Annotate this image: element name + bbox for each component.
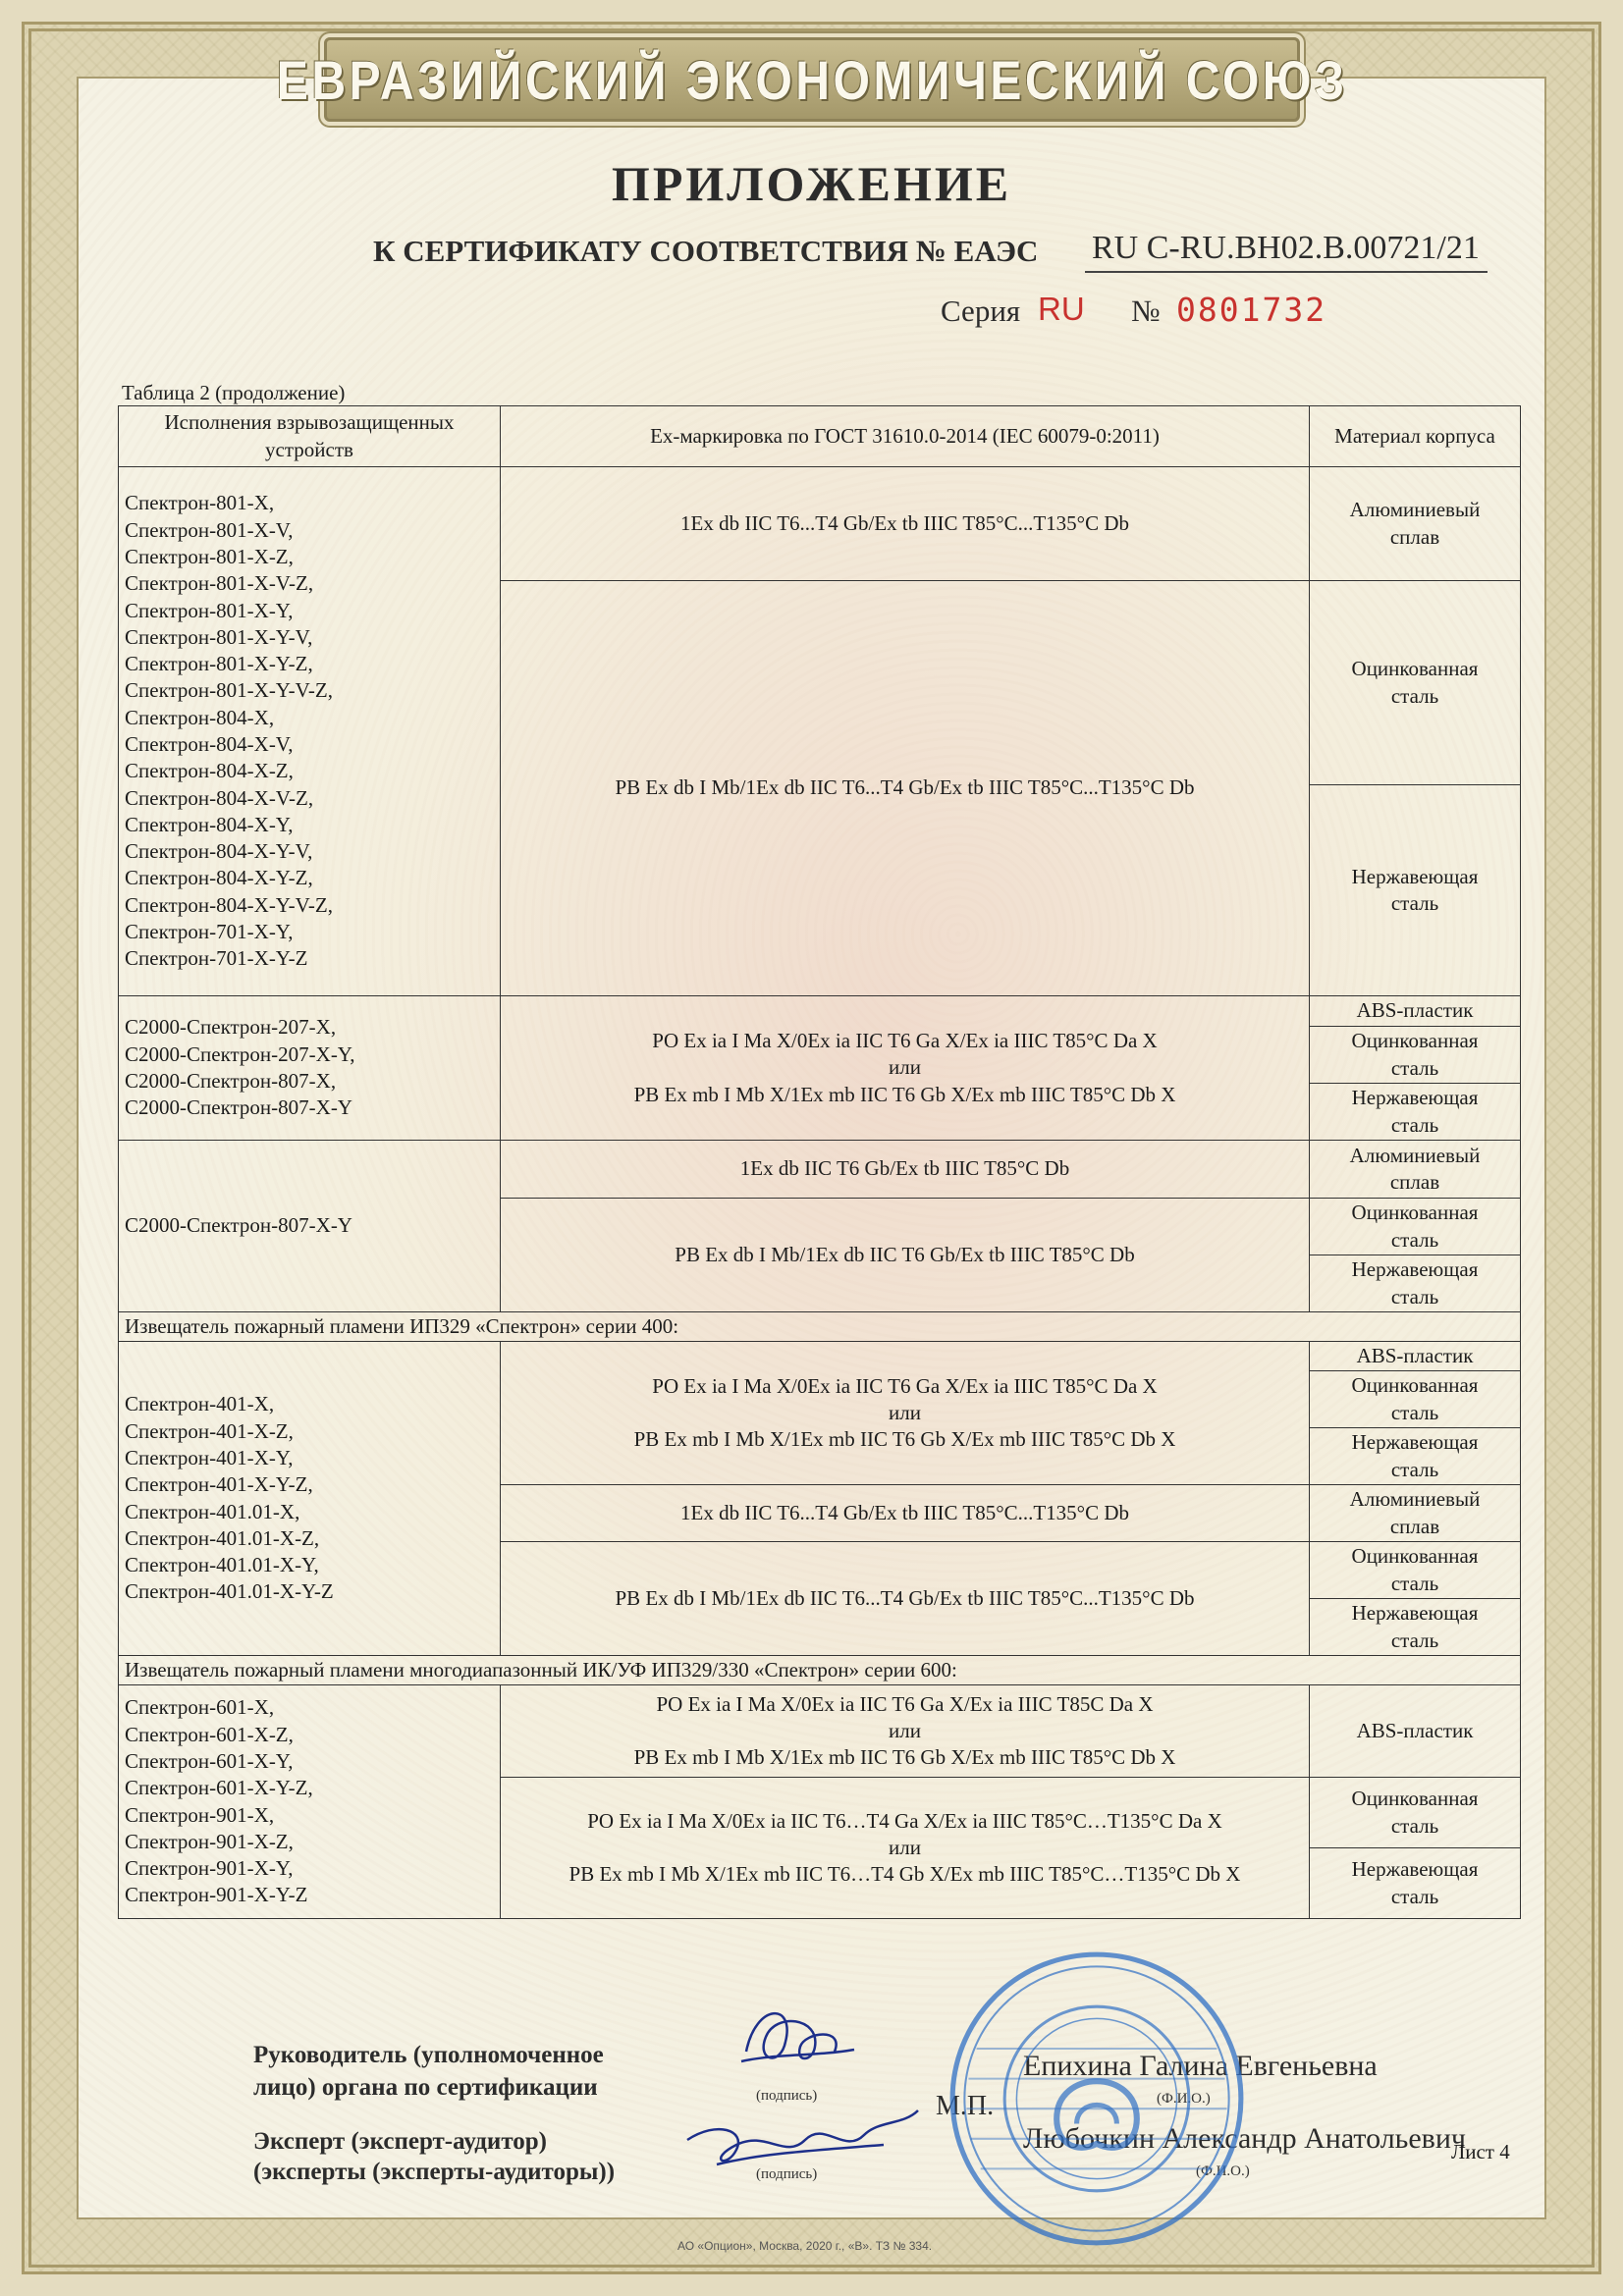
marking-cell <box>501 1685 1310 1778</box>
material-cell <box>1310 581 1521 785</box>
marking-text: PB Ex mb I Mb X/1Ex mb IIC T6 Gb X/Ex mb IIIC T85°C Db X <box>633 1745 1176 1770</box>
header-banner <box>276 37 1348 122</box>
material-text: Нержавеющая <box>1351 1430 1479 1455</box>
table-row <box>119 1685 1521 1778</box>
material-cell <box>1310 1778 1521 1848</box>
material-text: Нержавеющая <box>1351 864 1479 888</box>
material-cell <box>1310 1599 1521 1656</box>
material-text: сталь <box>1390 1628 1439 1652</box>
marking-text: или <box>889 1400 921 1424</box>
marking-text: PB Ex mb I Mb X/1Ex mb IIC T6 Gb X/Ex mb IIIC T85°C Db X <box>633 1082 1176 1106</box>
marking-cell: 1Ex db IIC T6...T4 Gb/Ex tb IIIC T85°C...T135°C Db <box>501 467 1310 581</box>
signature-caption-head: (подпись) <box>756 2088 818 2104</box>
certificate-number: RU C-RU.BH02.B.00721/21 <box>1092 230 1480 266</box>
marking-cell: PB Ex db I Mb/1Ex db IIC T6 Gb/Ex tb IIIC T85°C Db <box>501 1199 1310 1312</box>
material-cell: ABS-пластик <box>1310 1342 1521 1371</box>
device-item: Спектрон-801-X-Y-Z, <box>125 652 313 676</box>
device-item: Спектрон-901-X, <box>125 1802 275 1827</box>
certificate-number-underline <box>1085 271 1488 273</box>
material-cell <box>1310 1199 1521 1255</box>
marking-text: PO Ex ia I Ma X/0Ex ia IIC T6…T4 Ga X/Ex ia IIIC T85°C…T135°C Da X <box>587 1808 1222 1833</box>
material-text: Нержавеющая <box>1351 1257 1479 1282</box>
device-item: Спектрон-804-X-V-Z, <box>125 785 314 810</box>
marking-cell: 1Ex db IIC T6 Gb/Ex tb IIIC T85°C Db <box>501 1141 1310 1199</box>
material-text: Нержавеющая <box>1351 1601 1479 1626</box>
marking-cell: PB Ex db I Mb/1Ex db IIC T6...T4 Gb/Ex tb IIIC T85°C...T135°C Db <box>501 1542 1310 1656</box>
banner-text: ЕВРАЗИЙСКИЙ ЭКОНОМИЧЕСКИЙ СОЮЗ <box>276 48 1348 111</box>
device-item: Спектрон-801-X, <box>125 491 275 515</box>
material-cell: ABS-пластик <box>1310 996 1521 1027</box>
material-text: Нержавеющая <box>1351 1086 1479 1110</box>
device-item: Спектрон-804-X-V, <box>125 732 294 756</box>
marking-text: PB Ex mb I Mb X/1Ex mb IIC T6 Gb X/Ex mb IIIC T85°C Db X <box>633 1427 1176 1452</box>
device-item: Спектрон-401-X-Y-Z, <box>125 1472 313 1497</box>
material-cell <box>1310 1084 1521 1141</box>
device-item: С2000-Спектрон-807-X-Y <box>125 1095 352 1120</box>
material-cell <box>1310 1848 1521 1919</box>
material-cell <box>1310 785 1521 996</box>
certificate-table <box>118 405 1521 1919</box>
material-text: сталь <box>1390 891 1439 915</box>
marking-text: PO Ex ia I Ma X/0Ex ia IIC T6 Ga X/Ex ia IIIC T85C Da X <box>656 1691 1154 1716</box>
head-name: Епихина Галина Евгеньевна <box>1023 2050 1378 2082</box>
device-item: Спектрон-401.01-X-Z, <box>125 1525 320 1550</box>
material-cell <box>1310 467 1521 581</box>
device-item: Спектрон-401.01-X-Y-Z <box>125 1579 334 1604</box>
marking-text: или <box>889 1055 921 1080</box>
form-number: 0801732 <box>1176 291 1327 329</box>
marking-text: PO Ex ia I Ma X/0Ex ia IIC T6 Ga X/Ex ia IIIC T85°C Da X <box>652 1029 1158 1053</box>
material-text: сталь <box>1390 683 1439 708</box>
marking-cell <box>501 1778 1310 1919</box>
head-label-line1: Руководитель (уполномоченное <box>253 2042 604 2068</box>
marking-cell <box>501 996 1310 1141</box>
expert-label-line2: (эксперты (эксперты-аудиторы)) <box>253 2159 616 2185</box>
devices-cell <box>119 996 501 1141</box>
device-item: С2000-Спектрон-207-X, <box>125 1015 337 1040</box>
device-item: Спектрон-804-X-Z, <box>125 759 294 783</box>
head-signature <box>727 1993 864 2081</box>
subtitle: К СЕРТИФИКАТУ СООТВЕТСТВИЯ № ЕАЭС <box>373 234 1039 268</box>
fio-caption-expert: (Ф.И.О.) <box>1196 2163 1250 2179</box>
material-text: сталь <box>1390 1227 1439 1252</box>
devices-cell: С2000-Спектрон-807-X-Y <box>119 1141 501 1312</box>
table-row <box>119 467 1521 581</box>
device-item: Спектрон-601-X-Y-Z, <box>125 1776 313 1800</box>
material-cell <box>1310 1485 1521 1542</box>
material-text: Алюминиевый <box>1349 498 1481 522</box>
page-title: ПРИЛОЖЕНИЕ <box>611 156 1012 211</box>
material-text: сталь <box>1390 1055 1439 1080</box>
series-value: RU <box>1038 291 1085 327</box>
material-text: Оцинкованная <box>1351 1201 1479 1225</box>
marking-cell: PB Ex db I Mb/1Ex db IIC T6...T4 Gb/Ex tb IIIC T85°C...T135°C Db <box>501 581 1310 996</box>
device-item: Спектрон-901-X-Y, <box>125 1856 294 1881</box>
material-cell <box>1310 1371 1521 1428</box>
device-item: Спектрон-804-X-Y, <box>125 812 294 836</box>
device-item: Спектрон-401-X-Y, <box>125 1445 294 1469</box>
header-devices: Исполнения взрывозащищенных устройств <box>119 406 501 467</box>
section-title-400: Извещатель пожарный пламени ИП329 «Спектрон» серии 400: <box>119 1312 1521 1342</box>
device-item: Спектрон-601-X-Y, <box>125 1748 294 1773</box>
material-text: сталь <box>1390 1457 1439 1481</box>
device-item: Спектрон-801-X-Y, <box>125 598 294 622</box>
marking-cell: 1Ex db IIC T6...T4 Gb/Ex tb IIIC T85°C...T135°C Db <box>501 1485 1310 1542</box>
table-header-row <box>119 406 1521 467</box>
material-text: Оцинкованная <box>1351 1787 1479 1811</box>
material-cell <box>1310 1027 1521 1084</box>
material-text: сталь <box>1390 1571 1439 1595</box>
marking-text: PB Ex mb I Mb X/1Ex mb IIC T6…T4 Gb X/Ex mb IIIC T85°C…T135°C Db X <box>568 1862 1241 1887</box>
material-cell <box>1310 1255 1521 1312</box>
marking-cell <box>501 1342 1310 1485</box>
expert-label-line1: Эксперт (эксперт-аудитор) <box>253 2128 548 2155</box>
device-item: Спектрон-804-X-Y-V, <box>125 839 313 864</box>
material-text: Оцинкованная <box>1351 1029 1479 1053</box>
material-cell <box>1310 1141 1521 1199</box>
device-item: Спектрон-601-X, <box>125 1695 275 1720</box>
material-cell <box>1310 1542 1521 1599</box>
device-item: Спектрон-804-X-Y-Z, <box>125 866 313 890</box>
device-item: Спектрон-701-X-Y, <box>125 920 294 944</box>
stamp-place-label: М.П. <box>936 2091 995 2121</box>
material-text: сталь <box>1390 1884 1439 1908</box>
marking-text: или <box>889 1835 921 1859</box>
material-cell: ABS-пластик <box>1310 1685 1521 1778</box>
device-item: Спектрон-901-X-Y-Z <box>125 1883 308 1907</box>
device-item: Спектрон-601-X-Z, <box>125 1722 294 1746</box>
material-text: сплав <box>1389 1170 1440 1194</box>
device-item: Спектрон-401-X-Z, <box>125 1418 294 1443</box>
material-text: сплав <box>1389 1514 1440 1538</box>
table-caption: Таблица 2 (продолжение) <box>122 381 346 404</box>
table-row <box>119 1342 1521 1371</box>
material-text: сталь <box>1390 1813 1439 1838</box>
signature-caption-expert: (подпись) <box>756 2166 818 2182</box>
device-item: Спектрон-801-X-V, <box>125 517 294 542</box>
fio-caption-head: (Ф.И.О.) <box>1157 2091 1211 2107</box>
device-item: Спектрон-801-X-Y-V, <box>125 624 313 649</box>
table-row <box>119 996 1521 1027</box>
device-item: Спектрон-401-X, <box>125 1392 275 1416</box>
material-text: Оцинкованная <box>1351 657 1479 681</box>
devices-cell <box>119 467 501 996</box>
device-item: С2000-Спектрон-207-X-Y, <box>125 1041 355 1066</box>
material-text: сталь <box>1390 1112 1439 1137</box>
series-label: Серия <box>941 294 1021 328</box>
device-item: Спектрон-801-X-Y-V-Z, <box>125 678 333 703</box>
material-text: сталь <box>1390 1400 1439 1424</box>
section-row <box>119 1656 1521 1685</box>
header-marking: Ex-маркировка по ГОСТ 31610.0-2014 (IEC 60079-0:2011) <box>501 406 1310 467</box>
device-item: Спектрон-804-X-Y-V-Z, <box>125 892 333 917</box>
printer-imprint: АО «Опцион», Москва, 2020 г., «В». ТЗ № 334. <box>677 2239 933 2253</box>
device-item: Спектрон-701-X-Y-Z <box>125 946 308 971</box>
table-row <box>119 1141 1521 1199</box>
certification-stamp <box>947 1949 1247 2249</box>
section-row <box>119 1312 1521 1342</box>
material-text: Оцинкованная <box>1351 1373 1479 1398</box>
sheet-number: Лист 4 <box>1451 2140 1510 2163</box>
device-item: Спектрон-801-X-Z, <box>125 544 294 568</box>
devices-cell <box>119 1342 501 1656</box>
section-title-600: Извещатель пожарный пламени многодиапазонный ИК/УФ ИП329/330 «Спектрон» серии 600: <box>119 1656 1521 1685</box>
expert-name: Любочкин Александр Анатольевич <box>1023 2122 1466 2155</box>
material-text: Нержавеющая <box>1351 1857 1479 1882</box>
head-label-line2: лицо) органа по сертификации <box>253 2074 598 2101</box>
header-material: Материал корпуса <box>1310 406 1521 467</box>
devices-cell <box>119 1685 501 1919</box>
device-item: Спектрон-401.01-X, <box>125 1499 300 1523</box>
device-item: Спектрон-401.01-X-Y, <box>125 1553 319 1577</box>
material-text: Алюминиевый <box>1349 1143 1481 1167</box>
device-item: Спектрон-801-X-V-Z, <box>125 571 314 596</box>
material-text: Алюминиевый <box>1349 1487 1481 1512</box>
marking-text: или <box>889 1718 921 1742</box>
number-label: № <box>1131 294 1161 328</box>
material-text: сплав <box>1389 524 1440 549</box>
marking-text: PO Ex ia I Ma X/0Ex ia IIC T6 Ga X/Ex ia IIIC T85°C Da X <box>652 1373 1158 1398</box>
material-text: Оцинкованная <box>1351 1544 1479 1569</box>
device-item: Спектрон-804-X, <box>125 705 275 729</box>
material-text: сталь <box>1390 1284 1439 1308</box>
device-item: Спектрон-901-X-Z, <box>125 1829 294 1853</box>
material-cell <box>1310 1428 1521 1485</box>
device-item: С2000-Спектрон-807-X, <box>125 1069 337 1093</box>
